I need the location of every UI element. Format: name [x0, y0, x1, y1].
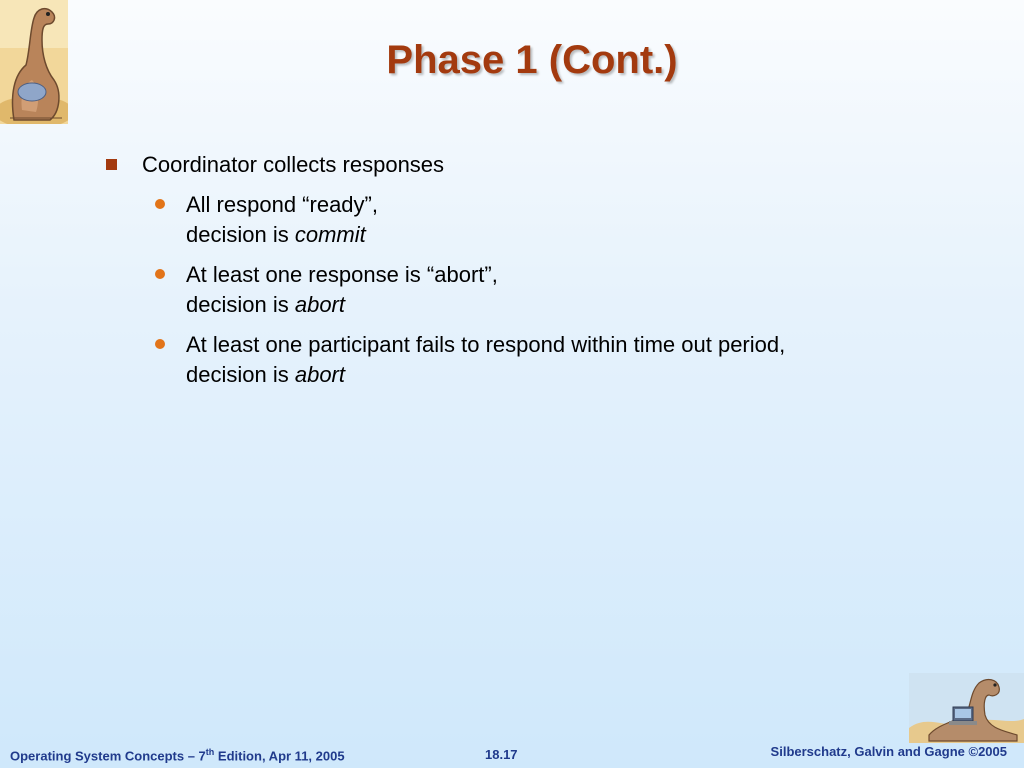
subbullet-timeout [100, 330, 980, 390]
subbullet-line2-prefix: decision is [186, 222, 295, 247]
subbullet-line2-prefix: decision is [186, 292, 295, 317]
subbullet-line1: All respond “ready”, [186, 192, 378, 217]
circle-bullet-icon [155, 199, 165, 209]
subbullet-line2-prefix: decision is [186, 362, 295, 387]
footer [0, 744, 1024, 768]
footer-slide-number: 18.17 [485, 747, 518, 762]
circle-bullet-icon [155, 339, 165, 349]
circle-bullet-icon [155, 269, 165, 279]
footer-authors: Silberschatz, Galvin and Gagne ©2005 [770, 744, 1007, 759]
subbullet-one-abort [100, 260, 980, 320]
subbullet-decision: abort [294, 362, 345, 387]
bullet-text: Coordinator collects responses [142, 152, 445, 177]
dinosaur-laptop-logo-icon [909, 673, 1024, 743]
subbullet-decision: abort [294, 292, 345, 317]
subbullet-line1: At least one response is “abort”, [186, 262, 498, 287]
subbullet-all-ready [100, 190, 980, 250]
square-bullet-icon [106, 159, 117, 170]
footer-book-title [10, 747, 345, 763]
slide-title: Phase 1 (Cont.) [386, 38, 678, 82]
subbullet-line1: At least one participant fails to respond within time out period, [186, 332, 786, 357]
footer-left-sup: th [205, 747, 215, 757]
footer-left-suffix: Edition, Apr 11, 2005 [214, 748, 345, 764]
footer-left-prefix: Operating System Concepts – 7 [10, 748, 206, 764]
slide-content [100, 150, 980, 400]
subbullet-decision: commit [294, 222, 366, 247]
bullet-coordinator-collects [100, 150, 980, 180]
